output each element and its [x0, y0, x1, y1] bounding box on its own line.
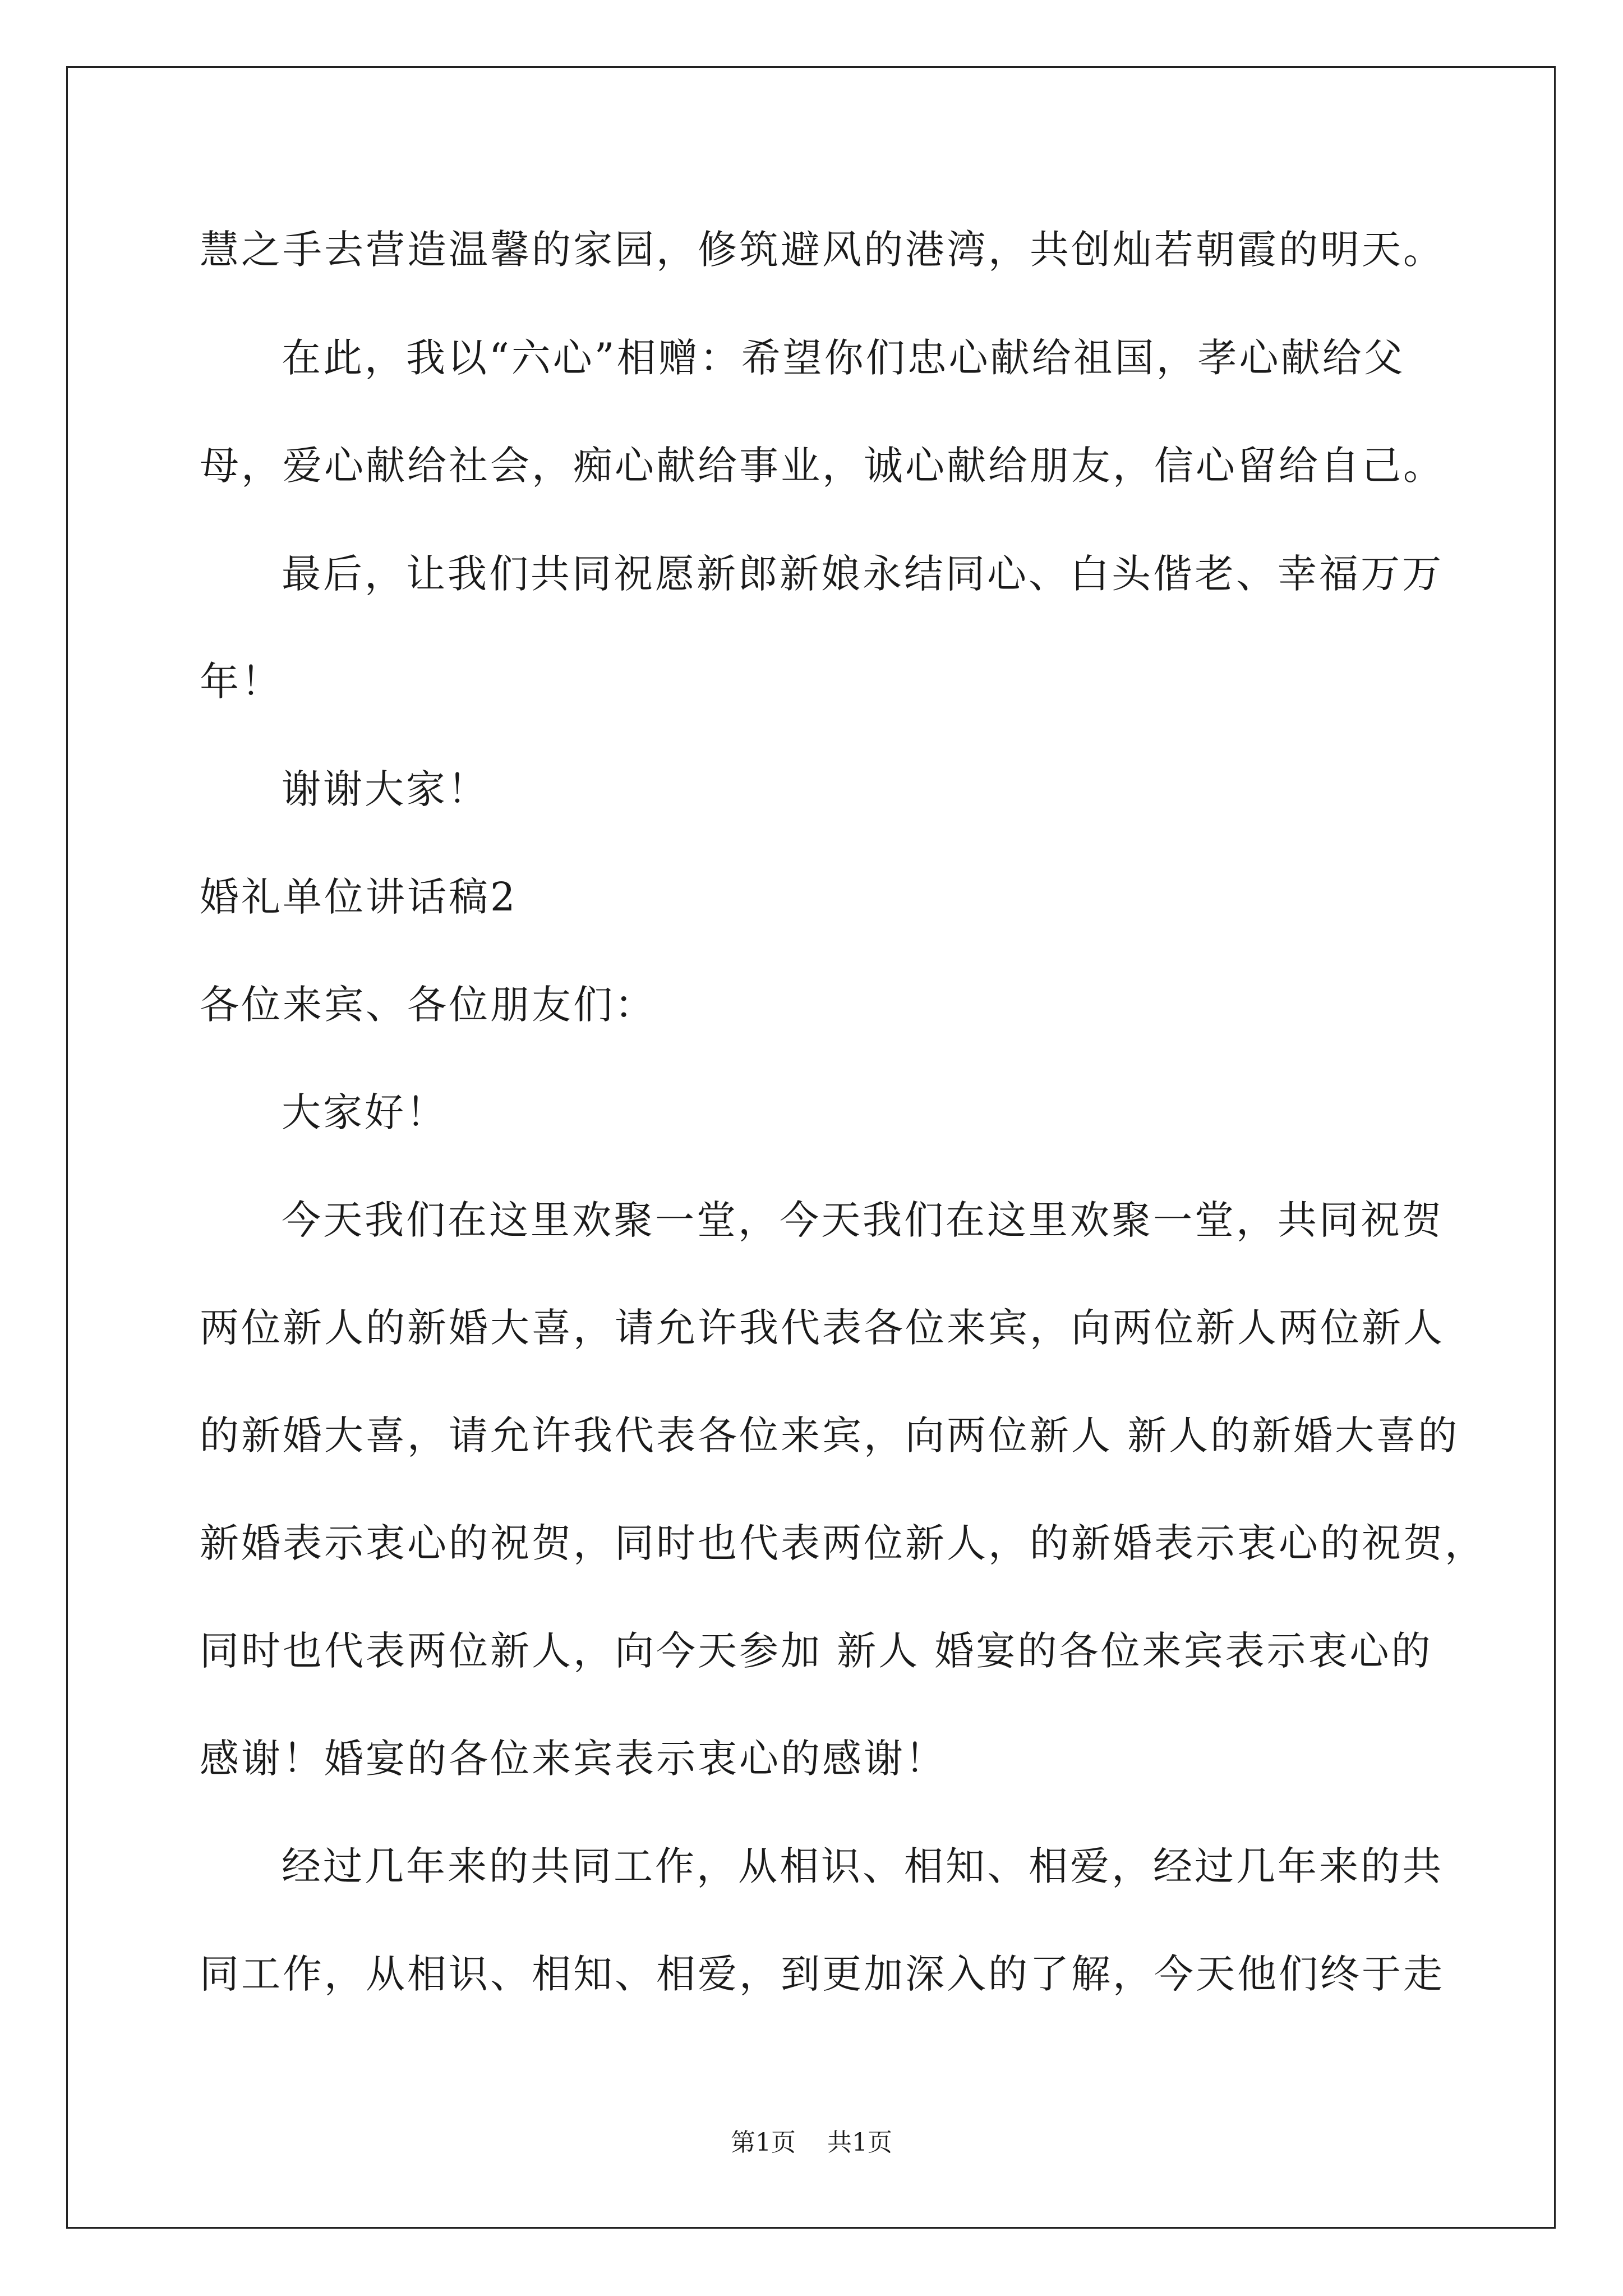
text-line-1: 慧之手去营造温馨的家园，修筑避风的港湾，共创灿若朝霞的明天。: [200, 227, 1445, 273]
text-line-6: 谢谢大家！: [282, 766, 489, 812]
text-line-8: 各位来宾、各位朋友们：: [200, 982, 656, 1028]
text-line-10: 今天我们在这里欢聚一堂，今天我们在这里欢聚一堂，共同祝贺: [282, 1197, 1444, 1243]
text-line-15: 感谢！婚宴的各位来宾表示衷心的感谢！: [200, 1736, 947, 1782]
text-line-9: 大家好！: [282, 1089, 448, 1135]
text-line-11: 两位新人的新婚大喜，请允许我代表各位来宾，向两位新人两位新人: [200, 1305, 1445, 1351]
text-line-12: 的新婚大喜，请允许我代表各位来宾，向两位新人 新人的新婚大喜的: [200, 1412, 1460, 1458]
text-line-2: 在此，我以“六心”相赠：希望你们忠心献给祖国，孝心献给父: [282, 335, 1405, 381]
text-line-16: 经过几年来的共同工作，从相识、相知、相爱，经过几年来的共: [282, 1843, 1444, 1889]
text-line-5: 年！: [200, 659, 283, 705]
text-line-3: 母，爱心献给社会，痴心献给事业，诚心献给朋友，信心留给自己。: [200, 443, 1445, 489]
page-footer: 第1页 共1页: [731, 2128, 892, 2157]
text-line-14: 同时也代表两位新人，向今天参加 新人 婚宴的各位来宾表示衷心的: [200, 1628, 1433, 1674]
section-heading: 婚礼单位讲话稿2: [200, 874, 518, 920]
text-line-4: 最后，让我们共同祝愿新郎新娘永结同心、白头偕老、幸福万万: [282, 551, 1444, 597]
text-line-13: 新婚表示衷心的祝贺，同时也代表两位新人，的新婚表示衷心的祝贺，: [200, 1520, 1486, 1566]
text-line-17: 同工作，从相识、相知、相爱，到更加深入的了解，今天他们终于走: [200, 1951, 1445, 1997]
page-border: [66, 66, 1556, 2229]
